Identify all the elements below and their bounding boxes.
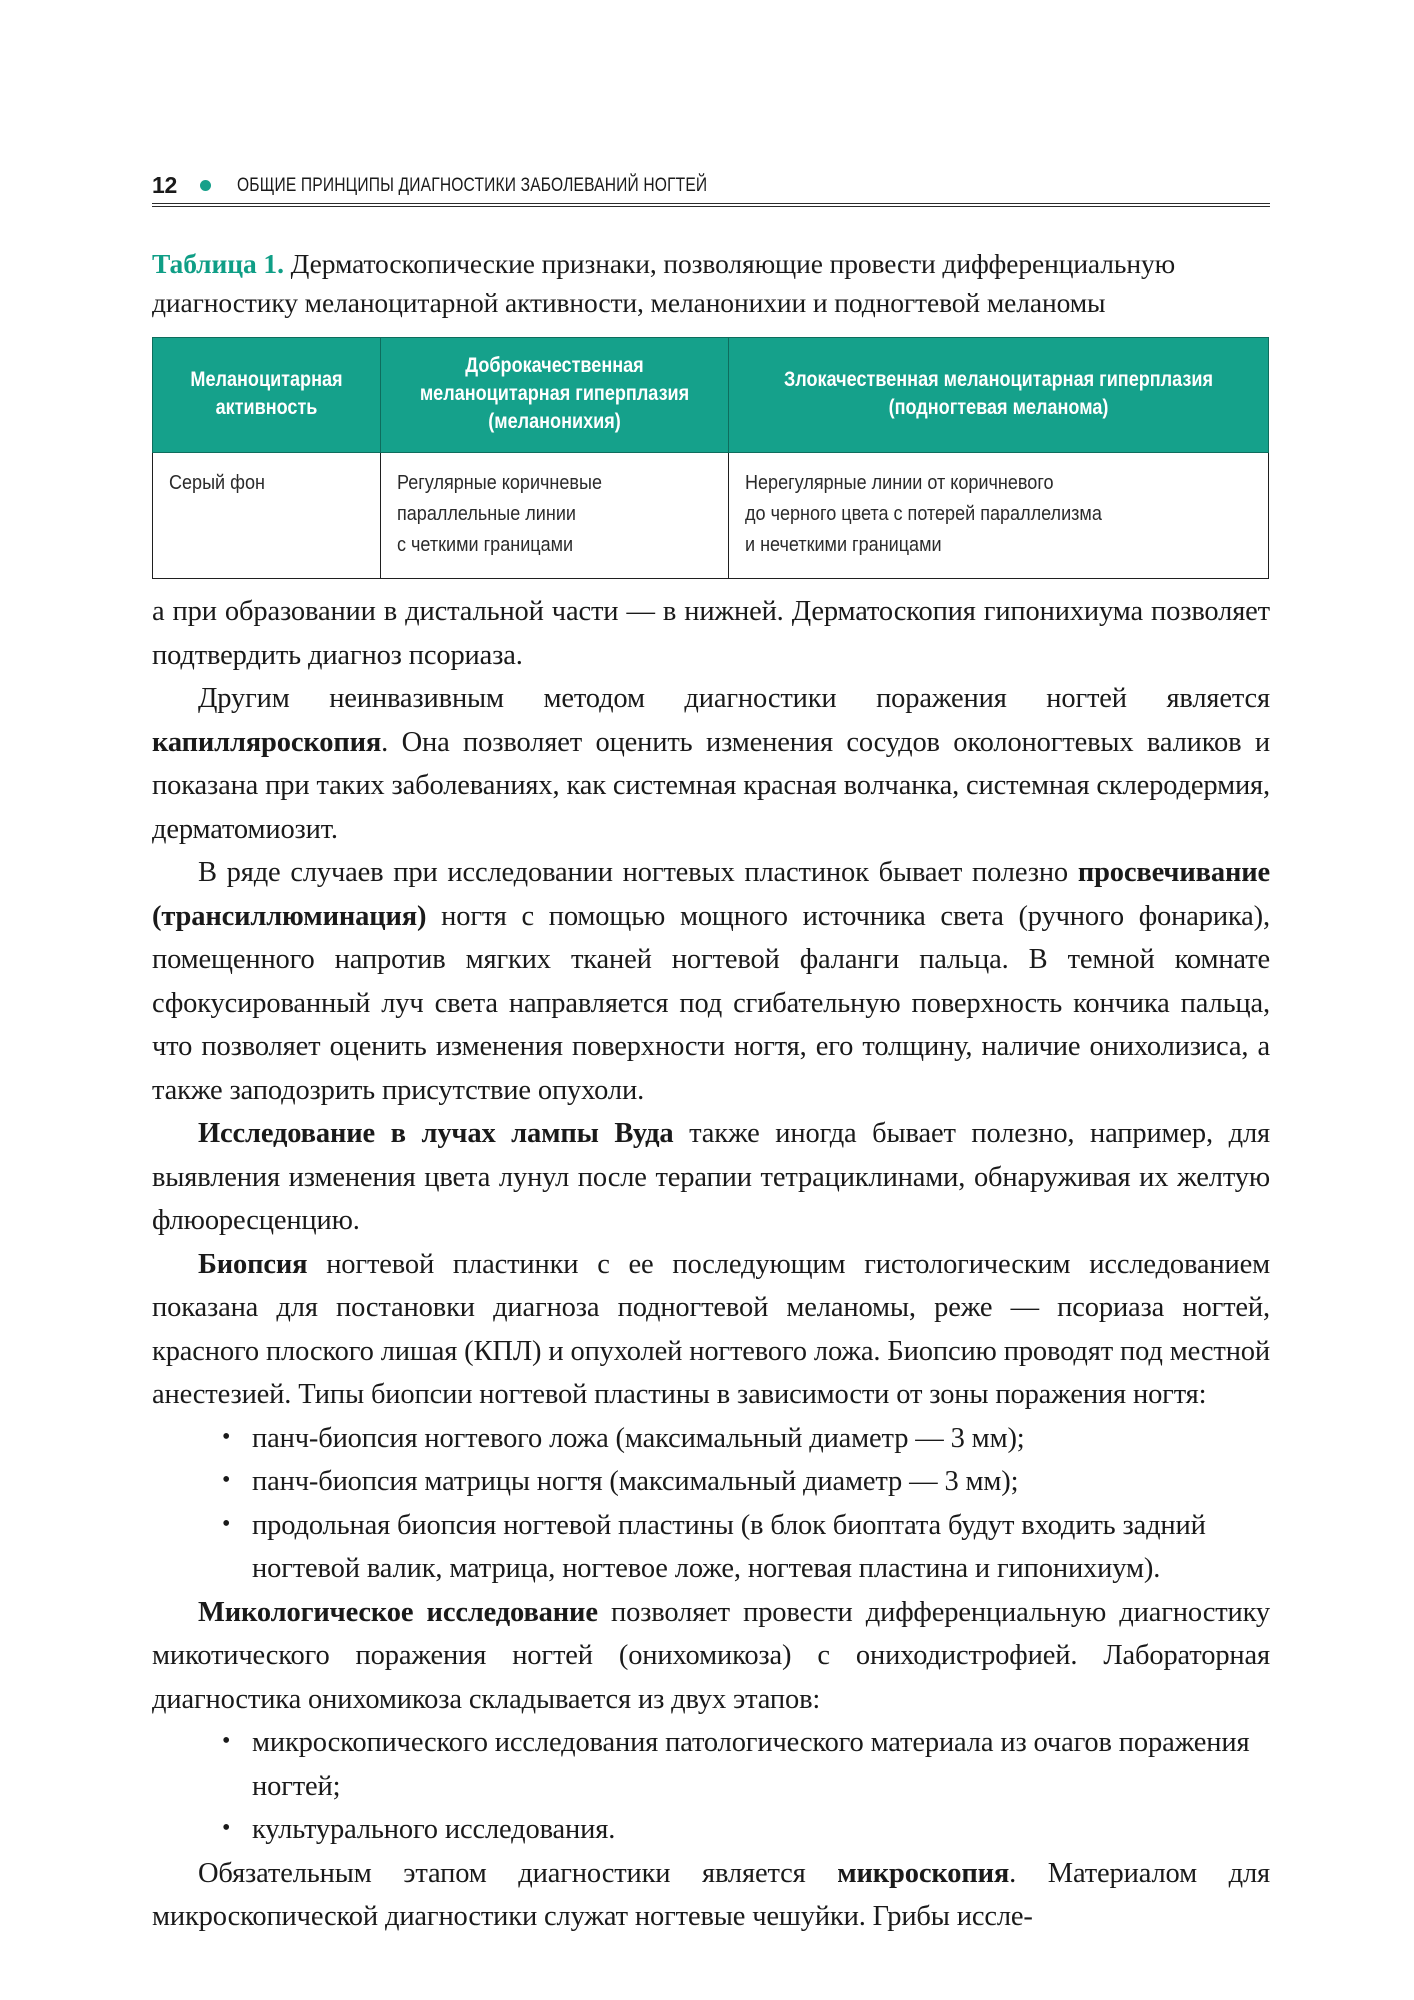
- term-transillumination: просвечивание (трансиллюминация): [152, 857, 1270, 932]
- cell-line: и нечеткими границами: [745, 533, 942, 556]
- list-item: • панч-биопсия матрицы ногтя (максимальный диаметр — 3 мм);: [214, 1460, 1270, 1504]
- term-microscopy: микроскопия: [837, 1857, 1010, 1889]
- table-header-cell-1: [153, 338, 381, 453]
- header-line: активность: [215, 396, 318, 419]
- table-header-cell-3: [729, 338, 1269, 453]
- paragraph-microscopy: [152, 1852, 1270, 1939]
- header-line: Доброкачественная: [465, 354, 644, 377]
- table-caption-label: Таблица 1.: [152, 248, 284, 279]
- paragraph-capillaroscopy: [152, 677, 1270, 851]
- table-cell-malignant: [729, 453, 1269, 579]
- text-run: Другим неинвазивным методом диагностики поражения ногтей является: [198, 683, 1270, 714]
- running-header-title: ОБЩИЕ ПРИНЦИПЫ ДИАГНОСТИКИ ЗАБОЛЕВАНИЙ НОГТЕЙ: [237, 173, 708, 196]
- table-header-row: [153, 338, 1269, 453]
- biopsy-type-list: [152, 1417, 1270, 1591]
- header-line: Меланоцитарная: [190, 368, 343, 391]
- body-text: [152, 590, 1270, 1939]
- header-line: меланоцитарная гиперплазия: [419, 382, 690, 405]
- text-run: позволяет провести дифференциальную диагностику микотического поражения ногтей (онихомикоза) с ониходистрофией. Лабораторная диагностика онихомикоза складывается из двух этапов:: [152, 1596, 1270, 1715]
- header-line: (меланонихия): [488, 410, 621, 433]
- dermatoscopy-table: [152, 337, 1269, 579]
- list-item: • продольная биопсия ногтевой пластины (в блок биоптата будут входить задний ногтевой валик, матрица, ногтевое ложе, ногтевая пластина и гипонихиум).: [214, 1504, 1270, 1591]
- text-run: В ряде случаев при исследовании ногтевых пластинок бывает полезно: [198, 857, 1078, 888]
- text-run: ногтевой пластинки с ее последующим гистологическим исследованием показана для постановки диагноза подногтевой меланомы, реже — псориаза ногтей, красного плоского лишая (КПЛ) и опухолей ногтевого ложа. Биопсию проводят под местной анестезией. Типы биопсии ногтевой пластины в зависимости от зоны поражения ногтя:: [152, 1248, 1270, 1410]
- table-header-cell-2: [381, 338, 729, 453]
- cell-line: параллельные линии: [397, 502, 576, 525]
- running-header: [152, 168, 1270, 202]
- term-wood-lamp: Исследование в лучах лампы Вуда: [198, 1118, 674, 1149]
- page-number: 12: [152, 171, 177, 198]
- text-run: Обязательным этапом диагностики является: [198, 1857, 838, 1889]
- header-line: (подногтевая меланома): [888, 396, 1109, 419]
- text-run: ногтя с помощью мощного источника света (ручного фонарика), помещенного напротив мягких тканей ногтевой фаланги пальца. В темной комнате сфокусированный луч света направляется под сгибательную поверхность кончика пальца, что позволяет оценить изменения поверхности ногтя, его толщину, наличие онихолизиса, а также заподозрить присутствие опухоли.: [152, 900, 1270, 1106]
- table-caption: [152, 244, 1270, 322]
- table-caption-text: Дерматоскопические признаки, позволяющие провести дифференциальную диагностику меланоцитарной активности, меланонихии и подногтевой меланомы: [152, 248, 1176, 318]
- paragraph-biopsy: [152, 1243, 1270, 1417]
- header-line: Злокачественная меланоцитарная гиперплазия: [783, 368, 1214, 391]
- text-run: . Она позволяет оценить изменения сосудов околоногтевых валиков и показана при таких заболеваниях, как системная красная волчанка, системная склеродермия, дерматомиозит.: [152, 726, 1270, 845]
- mycology-stage-list: [152, 1721, 1270, 1852]
- term-mycological-study: Микологическое исследование: [198, 1596, 598, 1628]
- cell-line: до черного цвета с потерей параллелизма: [745, 502, 1102, 525]
- table-cell-melanocytic-activity: [153, 453, 381, 579]
- term-capillaroscopy: капилляроскопия: [152, 726, 382, 758]
- text-run: также иногда бывает полезно, например, для выявления изменения цвета лунул после терапии тетрациклинами, обнаруживая их желтую флюоресценцию.: [152, 1118, 1270, 1236]
- cell-line: Серый фон: [169, 471, 265, 494]
- paragraph-transillumination: [152, 851, 1270, 1112]
- cell-line: Регулярные коричневые: [397, 471, 602, 494]
- text-run: . Материалом для микроскопической диагностики служат ногтевые чешуйки. Грибы иссле-: [152, 1857, 1270, 1932]
- list-item: • панч-биопсия ногтевого ложа (максимальный диаметр — 3 мм);: [214, 1417, 1270, 1461]
- cell-line: Нерегулярные линии от коричневого: [745, 471, 1054, 494]
- list-item: • культурального исследования.: [214, 1808, 1270, 1852]
- table-cell-benign: [381, 453, 729, 579]
- paragraph-continuation: а при образовании в дистальной части — в нижней. Дерматоскопия гипонихиума позволяет подтвердить диагноз псориаза.: [152, 596, 1270, 671]
- cell-line: с четкими границами: [397, 533, 574, 556]
- table-row: [153, 453, 1269, 579]
- bullet-dot-icon: [200, 180, 211, 191]
- header-divider: [152, 203, 1270, 207]
- list-item: • микроскопического исследования патологического материала из очагов поражения ногтей;: [214, 1721, 1270, 1808]
- paragraph-mycological: [152, 1591, 1270, 1722]
- paragraph-wood-lamp: [152, 1112, 1270, 1243]
- term-biopsy: Биопсия: [198, 1248, 308, 1280]
